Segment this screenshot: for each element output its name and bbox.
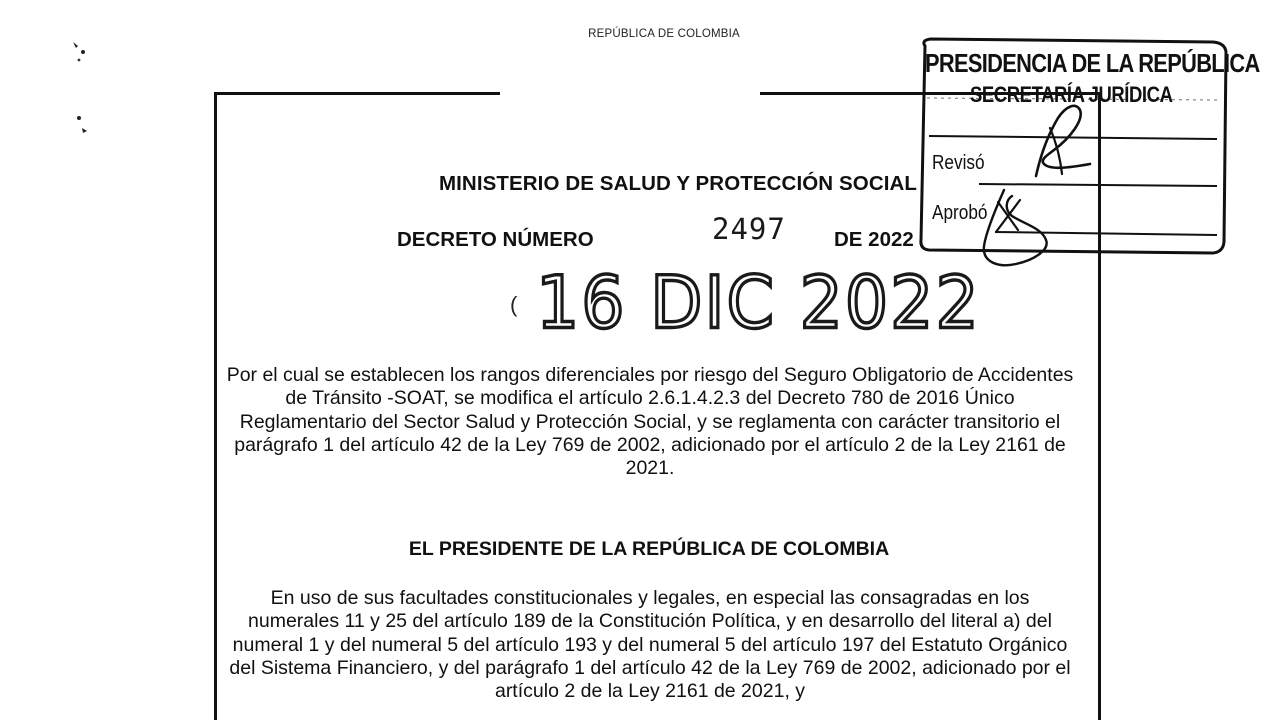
decree-purpose-text: Por el cual se establecen los rangos diferenciales por riesgo del Seguro Obligatorio de Accidentes de Tránsito -SOAT, se modifica el artículo 2.6.1.4.2.3 del Decreto 780 de 2016 Único Reglamentario del Sector Salud y Protección Social, y se reglamenta con carácter transitorio el parágrafo 1 del artículo 42 de la Ley 769 de 2002, adicionado por el artículo 2 de la Ley 2161 de 2021. [226, 364, 1074, 480]
powers-text: En uso de sus facultades constitucionales y legales, en especial las consagradas en los numerales 11 y 25 del artículo 189 de la Constitución Política, y en desarrollo del literal a) del numeral 1 y del numeral 5 del artículo 193 y del numeral 5 del artículo 197 del Estatuto Orgánico del Sistema Financiero, y del parágrafo 1 del artículo 42 de la Ley 769 de 2002, adicionado por el artículo 2 de la Ley 2161 de 2021, y [229, 587, 1071, 703]
date-stamp: 16 DIC 2022 [536, 261, 981, 346]
ministry-heading: MINISTERIO DE SALUD Y PROTECCIÓN SOCIAL [438, 172, 918, 195]
decree-number: 2497 [712, 212, 786, 246]
approved-signature [976, 188, 1056, 270]
issuer-heading: EL PRESIDENTE DE LA REPÚBLICA DE COLOMBIA [408, 538, 890, 560]
open-parenthesis: ( [510, 292, 518, 317]
reviewed-signature [1010, 98, 1100, 188]
republic-header: REPÚBLICA DE COLOMBIA [588, 28, 740, 40]
decree-number-label: DECRETO NÚMERO [397, 228, 594, 251]
stamp-title: PRESIDENCIA DE LA REPÚBLICA [925, 48, 1260, 78]
stamp-approved-label: Aprobó [932, 202, 988, 224]
scan-speck [74, 114, 90, 138]
decree-year: DE 2022 [834, 228, 914, 251]
scan-speck [70, 38, 92, 66]
frame-top-left-border [214, 92, 500, 95]
stamp-subtitle: SECRETARÍA JURÍDICA [970, 82, 1173, 107]
stamp-reviewed-label: Revisó [932, 152, 985, 174]
